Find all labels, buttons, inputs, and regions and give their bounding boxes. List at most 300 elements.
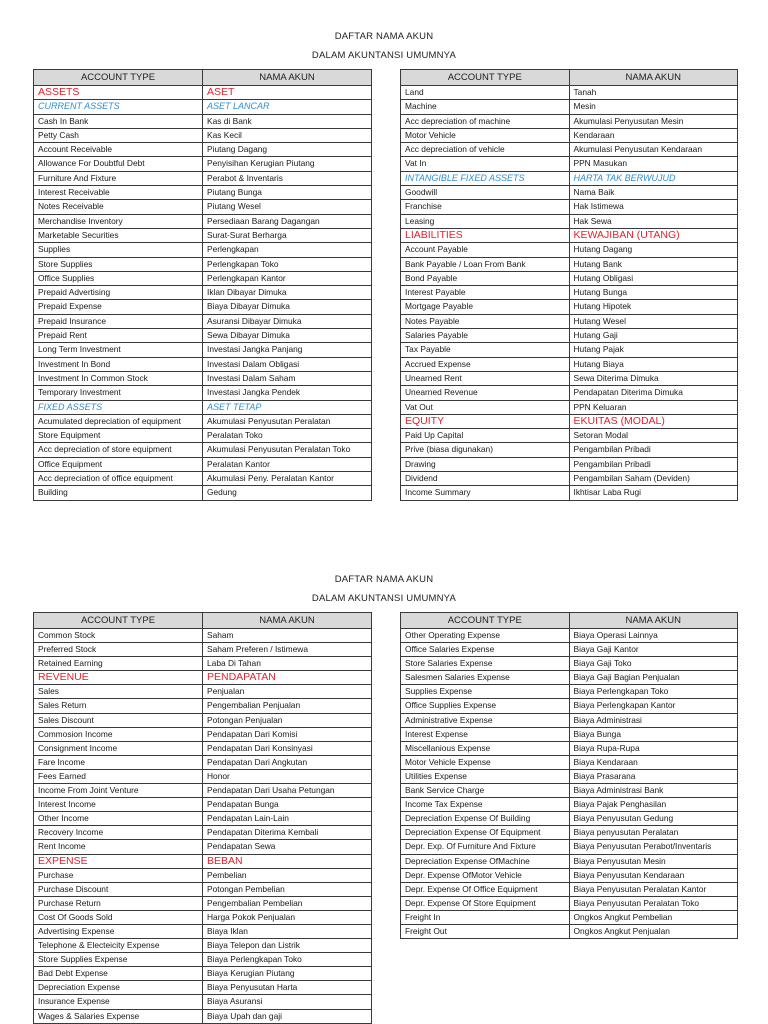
nama-akun-cell: Biaya Gaji Toko — [573, 658, 632, 669]
nama-akun-cell: PPN Keluaran — [573, 401, 627, 412]
table-row — [401, 199, 737, 213]
table-row — [401, 114, 737, 128]
table-row — [34, 741, 371, 755]
account-type-cell: Prive (biasa digunakan) — [401, 443, 570, 456]
account-type-cell: Paid Up Capital — [401, 429, 570, 442]
nama-akun-cell: Saham Preferen / Istimewa — [207, 644, 309, 655]
table-row — [34, 171, 371, 185]
table-row — [401, 755, 737, 769]
nama-akun-cell: Pendapatan Diterima Kembali — [207, 827, 319, 838]
table-row — [401, 371, 737, 385]
account-type-cell: Income From Joint Venture — [34, 784, 203, 797]
account-type-cell: Interest Income — [34, 798, 203, 811]
column-header-account-type: ACCOUNT TYPE — [401, 70, 570, 85]
account-type-cell: Depreciation Expense — [34, 981, 203, 994]
account-type-cell: Supplies Expense — [401, 685, 570, 698]
table-row — [401, 471, 737, 485]
table-row — [34, 214, 371, 228]
nama-akun-cell: Hutang Bunga — [573, 287, 628, 298]
account-type-cell: REVENUE — [34, 671, 203, 684]
nama-akun-cell: Biaya Perlengkapan Toko — [207, 954, 302, 965]
nama-akun-cell: Investasi Jangka Panjang — [207, 344, 303, 355]
account-type-cell: Purchase Discount — [34, 883, 203, 896]
nama-akun-cell: Biaya Perlengkapan Toko — [573, 686, 669, 697]
section-title: DAFTAR NAMA AKUN — [334, 31, 434, 42]
account-type-cell: Freight In — [401, 911, 570, 924]
nama-akun-cell: Peralatan Kantor — [207, 458, 270, 469]
table-row — [34, 896, 371, 910]
account-type-cell: Notes Receivable — [34, 200, 203, 213]
nama-akun-cell: Ikhtisar Laba Rugi — [573, 487, 642, 498]
nama-akun-cell: Hutang Obligasi — [573, 272, 634, 283]
account-table — [400, 612, 738, 939]
nama-akun-cell: Perlengkapan Toko — [207, 258, 279, 269]
table-row — [401, 825, 737, 839]
nama-akun-cell: KEWAJIBAN (UTANG) — [573, 228, 680, 241]
nama-akun-cell: Biaya Prasarana — [573, 770, 636, 781]
table-row — [34, 228, 371, 242]
account-type-cell: Other Income — [34, 812, 203, 825]
nama-akun-cell: Tanah — [573, 87, 597, 97]
table-row — [401, 642, 737, 656]
nama-akun-cell: BEBAN — [207, 854, 243, 867]
nama-akun-cell: Asuransi Dibayar Dimuka — [207, 315, 302, 326]
table-row — [34, 980, 371, 994]
account-table — [33, 612, 372, 1024]
nama-akun-cell: Surat-Surat Berharga — [207, 229, 287, 240]
table-row — [34, 755, 371, 769]
nama-akun-cell: Pengambilan Pribadi — [573, 458, 651, 469]
nama-akun-cell: Ongkos Angkut Pembelian — [573, 911, 673, 922]
account-type-cell: Retained Earning — [34, 657, 203, 670]
account-type-cell: Unearned Revenue — [401, 386, 570, 399]
account-type-cell: Prepaid Insurance — [34, 315, 203, 328]
table-row — [34, 684, 371, 698]
nama-akun-cell: ASET LANCAR — [207, 101, 270, 112]
nama-akun-cell: Biaya Pajak Penghasilan — [573, 799, 667, 810]
account-type-cell: Common Stock — [34, 629, 203, 642]
column-header-account-type: ACCOUNT TYPE — [401, 613, 570, 628]
column-header-nama-akun: NAMA AKUN — [259, 72, 315, 83]
nama-akun-cell: Gedung — [207, 487, 237, 498]
table-row — [401, 656, 737, 670]
account-type-cell: Insurance Expense — [34, 995, 203, 1008]
nama-akun-cell: Pendapatan Bunga — [207, 799, 279, 810]
nama-akun-cell: ASET — [207, 86, 235, 98]
account-type-cell: Goodwill — [401, 186, 570, 199]
table-row — [34, 839, 371, 853]
nama-akun-cell: Pengembalian Pembelian — [207, 897, 303, 908]
account-type-cell: EQUITY — [401, 415, 570, 428]
nama-akun-cell: Pendapatan Sewa — [207, 841, 276, 852]
nama-akun-cell: Biaya Penyusutan Kendaraan — [573, 869, 685, 880]
account-type-cell: Office Salaries Expense — [401, 643, 570, 656]
nama-akun-cell: Biaya Gaji Bagian Penjualan — [573, 672, 680, 683]
account-type-cell: Unearned Rent — [401, 372, 570, 385]
table-row — [34, 1009, 371, 1023]
table-row — [401, 811, 737, 825]
table-row — [34, 185, 371, 199]
account-table — [33, 69, 372, 501]
category-row — [34, 854, 371, 868]
account-type-cell: Salaries Payable — [401, 329, 570, 342]
account-type-cell: Motor Vehicle Expense — [401, 756, 570, 769]
table-row — [34, 628, 371, 642]
table-row — [401, 385, 737, 399]
table-row — [401, 485, 737, 499]
account-type-cell: Purchase Return — [34, 897, 203, 910]
table-row — [401, 854, 737, 868]
account-type-cell: Wages & Salaries Expense — [34, 1010, 203, 1023]
table-row — [34, 357, 371, 371]
account-type-cell: Prepaid Advertising — [34, 286, 203, 299]
nama-akun-cell: Sewa Dibayar Dimuka — [207, 330, 290, 341]
account-type-cell: Office Supplies Expense — [401, 699, 570, 712]
account-type-cell: Temporary Investment — [34, 386, 203, 399]
nama-akun-cell: Biaya Iklan — [207, 925, 248, 936]
nama-akun-cell: Piutang Wesel — [207, 201, 261, 212]
column-header-nama-akun: NAMA AKUN — [259, 615, 315, 626]
table-row — [34, 713, 371, 727]
table-row — [401, 242, 737, 256]
nama-akun-cell: Iklan Dibayar Dimuka — [207, 287, 287, 298]
nama-akun-cell: Biaya Dibayar Dimuka — [207, 301, 290, 312]
table-row — [401, 457, 737, 471]
nama-akun-cell: Perlengkapan — [207, 244, 259, 255]
table-row — [34, 342, 371, 356]
account-type-cell: Store Salaries Expense — [401, 657, 570, 670]
nama-akun-cell: Investasi Jangka Pendek — [207, 387, 301, 398]
table-row — [34, 114, 371, 128]
account-type-cell: Drawing — [401, 458, 570, 471]
nama-akun-cell: Ongkos Angkut Penjualan — [573, 925, 670, 936]
account-type-cell: FIXED ASSETS — [34, 401, 203, 414]
account-type-cell: Motor Vehicle — [401, 129, 570, 142]
nama-akun-cell: Pendapatan Dari Usaha Petungan — [207, 785, 335, 796]
account-type-cell: Allowance For Doubtful Debt — [34, 157, 203, 170]
nama-akun-cell: Hutang Gaji — [573, 330, 618, 341]
table-row — [34, 257, 371, 271]
category-row — [401, 228, 737, 242]
account-type-cell: Income Tax Expense — [401, 798, 570, 811]
account-type-cell: Office Equipment — [34, 458, 203, 471]
account-type-cell: Acc depreciation of vehicle — [401, 143, 570, 156]
table-row — [401, 314, 737, 328]
nama-akun-cell: Pendapatan Dari Komisi — [207, 728, 298, 739]
nama-akun-cell: Perlengkapan Kantor — [207, 272, 286, 283]
table-row — [34, 271, 371, 285]
subcategory-row — [401, 171, 737, 185]
account-table — [400, 69, 738, 501]
nama-akun-cell: Penyisihan Kerugian Piutang — [207, 158, 315, 169]
table-row — [34, 994, 371, 1008]
nama-akun-cell: Harga Pokok Penjualan — [207, 911, 295, 922]
table-row — [34, 656, 371, 670]
account-type-cell: Commosion Income — [34, 728, 203, 741]
account-type-cell: Office Supplies — [34, 272, 203, 285]
nama-akun-cell: Pendapatan Dari Konsinyasi — [207, 742, 313, 753]
nama-akun-cell: Pengambilan Saham (Deviden) — [573, 473, 690, 484]
table-row — [34, 242, 371, 256]
account-type-cell: Other Operating Expense — [401, 629, 570, 642]
nama-akun-cell: Peralatan Toko — [207, 430, 263, 441]
table-row — [401, 896, 737, 910]
account-type-cell: Cash In Bank — [34, 115, 203, 128]
table-row — [34, 797, 371, 811]
column-header-account-type: ACCOUNT TYPE — [34, 70, 203, 85]
account-type-cell: Prepaid Expense — [34, 300, 203, 313]
nama-akun-cell: Biaya Administrasi — [573, 714, 642, 725]
table-row — [34, 471, 371, 485]
account-type-cell: Investment In Common Stock — [34, 372, 203, 385]
nama-akun-cell: Potongan Penjualan — [207, 714, 283, 725]
account-type-cell: Leasing — [401, 215, 570, 228]
table-row — [401, 684, 737, 698]
nama-akun-cell: PPN Masukan — [573, 158, 628, 169]
nama-akun-cell: Hak Sewa — [573, 215, 612, 226]
nama-akun-cell: EKUITAS (MODAL) — [573, 414, 665, 427]
account-type-cell: Land — [401, 86, 570, 99]
account-type-cell: Dividend — [401, 472, 570, 485]
account-type-cell: INTANGIBLE FIXED ASSETS — [401, 172, 570, 185]
nama-akun-cell: Hutang Hipotek — [573, 301, 632, 312]
table-row — [34, 938, 371, 952]
nama-akun-cell: Honor — [207, 770, 230, 781]
account-type-cell: Bank Payable / Loan From Bank — [401, 258, 570, 271]
table-header-row — [401, 70, 737, 85]
table-row — [401, 698, 737, 712]
nama-akun-cell: Kas Kecil — [207, 129, 242, 140]
account-type-cell: Interest Expense — [401, 728, 570, 741]
table-row — [34, 966, 371, 980]
table-row — [34, 727, 371, 741]
table-row — [34, 299, 371, 313]
table-row — [401, 328, 737, 342]
account-type-cell: Bank Service Charge — [401, 784, 570, 797]
nama-akun-cell: Biaya Penyusutan Harta — [207, 982, 298, 993]
account-type-cell: Acc depreciation of machine — [401, 115, 570, 128]
account-type-cell: Acumulated depreciation of equipment — [34, 415, 203, 428]
nama-akun-cell: Investasi Dalam Obligasi — [207, 358, 300, 369]
table-row — [401, 257, 737, 271]
account-type-cell: Petty Cash — [34, 129, 203, 142]
account-type-cell: Vat In — [401, 157, 570, 170]
account-type-cell: Depr. Exp. Of Furniture And Fixture — [401, 840, 570, 853]
nama-akun-cell: Hutang Dagang — [573, 244, 633, 255]
nama-akun-cell: Biaya Penyusutan Mesin — [573, 855, 666, 866]
category-row — [34, 670, 371, 684]
nama-akun-cell: Pembelian — [207, 869, 247, 880]
table-row — [401, 156, 737, 170]
account-type-cell: Store Equipment — [34, 429, 203, 442]
nama-akun-cell: Pengembalian Penjualan — [207, 700, 301, 711]
account-type-cell: Marketable Securities — [34, 229, 203, 242]
nama-akun-cell: Laba Di Tahan — [207, 658, 261, 669]
table-row — [34, 128, 371, 142]
table-row — [401, 299, 737, 313]
table-header-row — [34, 613, 371, 628]
table-row — [401, 285, 737, 299]
table-row — [401, 99, 737, 113]
account-type-cell: Interest Receivable — [34, 186, 203, 199]
account-type-cell: Telephone & Electeicity Expense — [34, 939, 203, 952]
account-type-cell: Rent Income — [34, 840, 203, 853]
account-type-cell: EXPENSE — [34, 855, 203, 868]
nama-akun-cell: Setoran Modal — [573, 430, 628, 441]
nama-akun-cell: Biaya Perlengkapan Kantor — [573, 700, 676, 711]
nama-akun-cell: Hutang Biaya — [573, 358, 624, 369]
account-type-cell: LIABILITIES — [401, 229, 570, 242]
account-type-cell: Tax Payable — [401, 343, 570, 356]
nama-akun-cell: Biaya Gaji Kantor — [573, 644, 639, 655]
account-type-cell: Depreciation Expense OfMachine — [401, 855, 570, 868]
nama-akun-cell: Piutang Bunga — [207, 187, 262, 198]
nama-akun-cell: Perabot & Inventaris — [207, 172, 283, 183]
table-header-row — [34, 70, 371, 85]
account-type-cell: Bad Debt Expense — [34, 967, 203, 980]
table-row — [34, 142, 371, 156]
account-type-cell: Sales Discount — [34, 714, 203, 727]
account-type-cell: Bond Payable — [401, 272, 570, 285]
subcategory-row — [34, 99, 371, 113]
table-row — [34, 952, 371, 966]
table-row — [401, 797, 737, 811]
category-row — [401, 414, 737, 428]
nama-akun-cell: Biaya Penyusutan Gedung — [573, 813, 674, 824]
account-type-cell: Building — [34, 486, 203, 499]
table-row — [401, 924, 737, 938]
account-type-cell: Mortgage Payable — [401, 300, 570, 313]
nama-akun-cell: Biaya Kerugian Piutang — [207, 968, 295, 979]
nama-akun-cell: PENDAPATAN — [207, 671, 276, 684]
account-type-cell: Advertising Expense — [34, 925, 203, 938]
table-row — [34, 199, 371, 213]
account-type-cell: Long Term Investment — [34, 343, 203, 356]
nama-akun-cell: Biaya Penyusutan Perabot/Inventaris — [573, 841, 712, 852]
table-row — [34, 385, 371, 399]
nama-akun-cell: Akumulasi Peny. Peralatan Kantor — [207, 473, 334, 484]
nama-akun-cell: Penjualan — [207, 686, 245, 697]
nama-akun-cell: Biaya Telepon dan Listrik — [207, 940, 300, 951]
account-type-cell: Consignment Income — [34, 742, 203, 755]
account-type-cell: Account Payable — [401, 243, 570, 256]
table-row — [34, 642, 371, 656]
account-type-cell: Salesmen Salaries Expense — [401, 671, 570, 684]
table-row — [34, 371, 371, 385]
account-type-cell: Cost Of Goods Sold — [34, 911, 203, 924]
account-type-cell: Preferred Stock — [34, 643, 203, 656]
account-type-cell: Freight Out — [401, 925, 570, 938]
table-row — [401, 769, 737, 783]
account-type-cell: Fees Earned — [34, 770, 203, 783]
table-row — [401, 357, 737, 371]
account-type-cell: Investment In Bond — [34, 358, 203, 371]
column-header-nama-akun: NAMA AKUN — [625, 615, 681, 626]
nama-akun-cell: Pendapatan Lain-Lain — [207, 813, 289, 824]
table-row — [34, 882, 371, 896]
section-subtitle: DALAM AKUNTANSI UMUMNYA — [311, 593, 457, 604]
account-type-cell: Depr. Expense Of Office Equipment — [401, 883, 570, 896]
table-row — [34, 698, 371, 712]
table-row — [401, 85, 737, 99]
table-row — [34, 825, 371, 839]
table-row — [401, 910, 737, 924]
nama-akun-cell: Sewa Diterima Dimuka — [573, 372, 659, 383]
account-type-cell: Sales — [34, 685, 203, 698]
account-type-cell: Depreciation Expense Of Building — [401, 812, 570, 825]
table-row — [34, 156, 371, 170]
table-row — [401, 142, 737, 156]
nama-akun-cell: Pendapatan Dari Angkutan — [207, 756, 308, 767]
account-type-cell: Acc depreciation of office equipment — [34, 472, 203, 485]
nama-akun-cell: Nama Baik — [573, 187, 615, 198]
account-type-cell: Store Supplies Expense — [34, 953, 203, 966]
table-row — [401, 670, 737, 684]
nama-akun-cell: Kendaraan — [573, 129, 615, 140]
account-type-cell: Purchase — [34, 869, 203, 882]
nama-akun-cell: Hak Istimewa — [573, 201, 624, 212]
table-row — [401, 882, 737, 896]
nama-akun-cell: Hutang Pajak — [573, 344, 624, 355]
account-type-cell: Notes Payable — [401, 315, 570, 328]
subcategory-row — [34, 400, 371, 414]
table-row — [401, 400, 737, 414]
table-row — [401, 342, 737, 356]
table-row — [34, 328, 371, 342]
table-row — [34, 924, 371, 938]
nama-akun-cell: Pengambilan Pribadi — [573, 444, 651, 455]
nama-akun-cell: Akumulasi Penyusutan Kendaraan — [573, 144, 702, 155]
nama-akun-cell: Hutang Wesel — [573, 315, 626, 326]
table-row — [401, 727, 737, 741]
table-row — [34, 442, 371, 456]
nama-akun-cell: Akumulasi Penyusutan Peralatan Toko — [207, 444, 351, 455]
nama-akun-cell: Piutang Dagang — [207, 144, 268, 155]
table-row — [401, 741, 737, 755]
nama-akun-cell: Biaya penyusutan Peralatan — [573, 827, 679, 838]
nama-akun-cell: Biaya Upah dan gaji — [207, 1010, 282, 1021]
table-row — [34, 428, 371, 442]
nama-akun-cell: Akumulasi Penyusutan Peralatan — [207, 415, 331, 426]
nama-akun-cell: Biaya Operasi Lainnya — [573, 630, 658, 640]
table-row — [401, 868, 737, 882]
table-row — [34, 783, 371, 797]
table-row — [34, 457, 371, 471]
nama-akun-cell: Biaya Administrasi Bank — [573, 785, 664, 796]
column-header-account-type: ACCOUNT TYPE — [34, 613, 203, 628]
table-row — [401, 628, 737, 642]
nama-akun-cell: Biaya Asuransi — [207, 996, 263, 1007]
nama-akun-cell: Saham — [207, 630, 234, 640]
account-type-cell: Supplies — [34, 243, 203, 256]
column-header-nama-akun: NAMA AKUN — [625, 72, 681, 83]
account-type-cell: Depr. Expense OfMotor Vehicle — [401, 869, 570, 882]
table-row — [401, 783, 737, 797]
nama-akun-cell: Biaya Penyusutan Peralatan Kantor — [573, 883, 707, 894]
section-subtitle: DALAM AKUNTANSI UMUMNYA — [311, 50, 457, 61]
account-type-cell: Franchise — [401, 200, 570, 213]
table-row — [34, 314, 371, 328]
table-header-row — [401, 613, 737, 628]
table-row — [34, 285, 371, 299]
account-type-cell: Depr. Expense Of Store Equipment — [401, 897, 570, 910]
account-type-cell: Fare Income — [34, 756, 203, 769]
account-type-cell: Furniture And Fixture — [34, 172, 203, 185]
nama-akun-cell: Persediaan Barang Dagangan — [207, 215, 320, 226]
nama-akun-cell: Mesin — [573, 101, 596, 112]
table-row — [34, 868, 371, 882]
table-row — [34, 910, 371, 924]
